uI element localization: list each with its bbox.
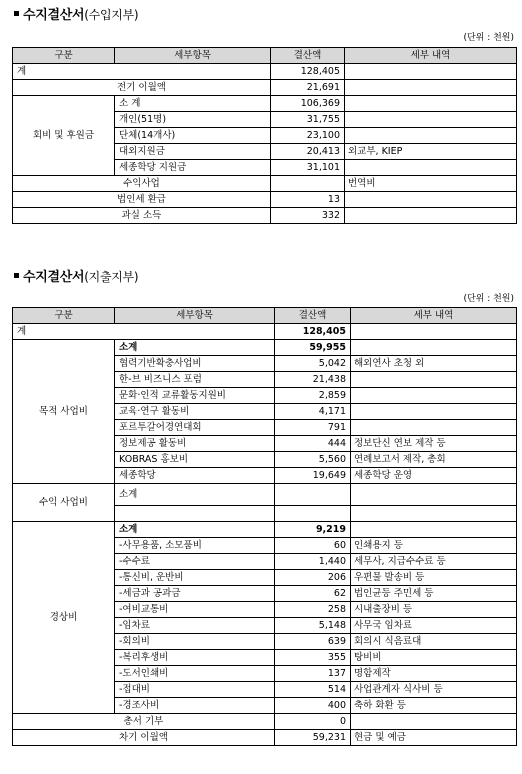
table-row: 교육·연구 활동비 4,171 [13,404,517,420]
income-header-row: 구분 세부항목 결산액 세부 내역 [13,48,517,64]
table-row: -회의비 639 회의시 식음료대 [13,634,517,650]
table-row: 문화·인적 교류활동지원비 2,859 [13,388,517,404]
table-row: 대외지원금 20,413 외교부, KIEP [13,144,517,160]
revenue-biz-row: 수익 사업비 소계 [13,484,517,506]
table-row: 세종학당 19,649 세종학당 운영 [13,468,517,484]
table-row: 정보제공 활동비 444 정보단신 연보 제작 등 [13,436,517,452]
table-row: -도서인쇄비 137 명함제작 [13,666,517,682]
table-row: KOBRAS 홍보비 5,560 연례보고서 제작, 총회 [13,452,517,468]
expense-header-row: 구분 세부항목 결산액 세부 내역 [13,308,517,324]
table-row: 단체(14개사) 23,100 [13,128,517,144]
income-unit-label: (단위 : 천원) [463,33,514,43]
expense-misc-row: 총서 기부 0 [13,714,517,730]
expense-total-row: 계 128,405 [13,324,517,340]
income-total-row: 계 128,405 [13,64,517,80]
table-row: 목적 사업비 소계 59,955 [13,340,517,356]
expense-carryforward-row: 차기 이월액 59,231 현금 및 예금 [13,730,517,746]
income-revenue-row: 수익사업 번역비 [13,176,517,192]
expense-table [12,307,517,746]
table-row: 한-브 비즈니스 포럼 21,438 [13,372,517,388]
table-row: -통신비, 운반비 206 우편물 발송비 등 [13,570,517,586]
table-row: -임차료 5,148 사무국 임차료 [13,618,517,634]
dues-category: 회비 및 후원금 [13,96,115,176]
table-row: -복리후생비 355 탕비비 [13,650,517,666]
table-row: -세금과 공과금 62 법인균등 주민세 등 [13,586,517,602]
income-interest-row: 과실 소득 332 [13,208,517,224]
category-cell: 경상비 [13,522,115,714]
square-bullet-icon [14,273,19,278]
income-tax-refund-row: 법인세 환급 13 [13,192,517,208]
table-row: -사무용품, 소모품비 60 인쇄용지 등 [13,538,517,554]
table-row: 포르투갈어경연대회 791 [13,420,517,436]
income-section-title: 수지결산서(수입지부) [14,4,138,23]
income-carryover-row: 전기 이월액 21,691 [13,80,517,96]
expense-unit-label: (단위 : 천원) [463,294,514,304]
table-row: 경상비 소계 9,219 [13,522,517,538]
table-row: 세종학당 지원금 31,101 [13,160,517,176]
table-row: 회비 및 후원금 소 계 106,369 [13,96,517,112]
table-row: 개인(51명) 31,755 [13,112,517,128]
table-row: 협력기반확충사업비 5,042 해외연사 초청 외 [13,356,517,372]
table-row: -접대비 514 사업관계자 식사비 등 [13,682,517,698]
expense-section-title: 수지결산서(지출지부) [14,266,138,285]
income-table [12,47,517,224]
square-bullet-icon [14,11,19,16]
table-row: -수수료 1,440 세무사, 지급수수료 등 [13,554,517,570]
table-row: -경조사비 400 축하 화환 등 [13,698,517,714]
table-row: -여비교통비 258 시내출장비 등 [13,602,517,618]
category-cell: 목적 사업비 [13,340,115,484]
